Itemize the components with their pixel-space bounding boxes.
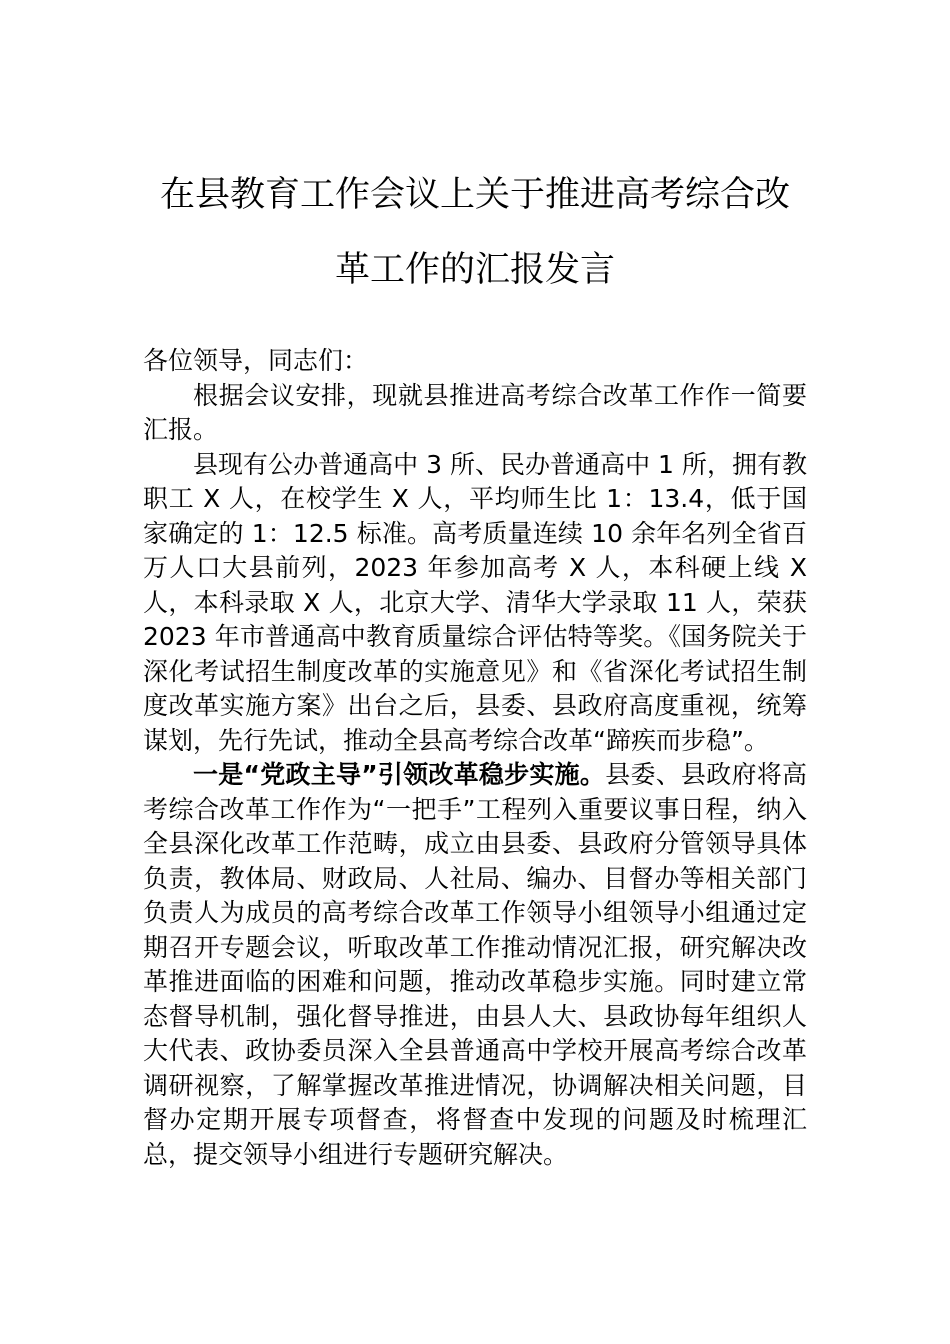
paragraph-point-one xyxy=(143,758,807,1172)
title-line-2: 革工作的汇报发言 xyxy=(334,250,615,290)
paragraph-point-one-lead: 一是“党政主导”引领改革稳步实施。 xyxy=(193,760,606,789)
title-line-1: 在县教育工作会议上关于推进高考综合改 xyxy=(159,175,790,215)
paragraph-intro: 根据会议安排，现就县推进高考综合改革工作作一简要汇报。 xyxy=(143,380,807,444)
salutation: 各位领导，同志们： xyxy=(143,346,369,375)
paragraph-overview: 县现有公办普通高中 3 所、民办普通高中 1 所，拥有教职工 X 人，在校学生 X 人，平均师生比 1：13.4，低于国家确定的 1：12.5 标准。高考质量连续 10 余年名列全省百万人口大县前列，2023 年参加高考 X 人，本科硬上线 X 人，本科录取 X 人，北京大学、清华大学录取 11 人，荣获 2023 年市普通高中教育质量综合评估特等奖。《国务院关于深化考试招生制度改革的实施意见》和《省深化考试招生制度改革实施方案》出台之后，县委、县政府高度重视，统筹谋划，先行先试，推动全县高考综合改革“蹄疾而步稳”。 xyxy=(143,449,807,755)
paragraph-point-one-text: 县委、县政府将高考综合改革工作作为“一把手”工程列入重要议事日程，纳入全县深化改革工作范畴，成立由县委、县政府分管领导具体负责，教体局、财政局、人社局、编办、目督办等相关部门负责人为成员的高考综合改革工作领导小组领导小组通过定期召开专题会议，听取改革工作推动情况汇报，研究解决改革推进面临的困难和问题，推动改革稳步实施。同时建立常态督导机制，强化督导推进，由县人大、县政协每年组织人大代表、政协委员深入全县普通高中学校开展高考综合改革调研视察，了解掌握改革推进情况，协调解决相关问题，目督办定期开展专项督查，将督查中发现的问题及时梳理汇总，提交领导小组进行专题研究解决。 xyxy=(143,760,807,1169)
document-body xyxy=(143,344,807,1172)
document-title xyxy=(143,158,807,308)
document-page xyxy=(143,158,807,1172)
